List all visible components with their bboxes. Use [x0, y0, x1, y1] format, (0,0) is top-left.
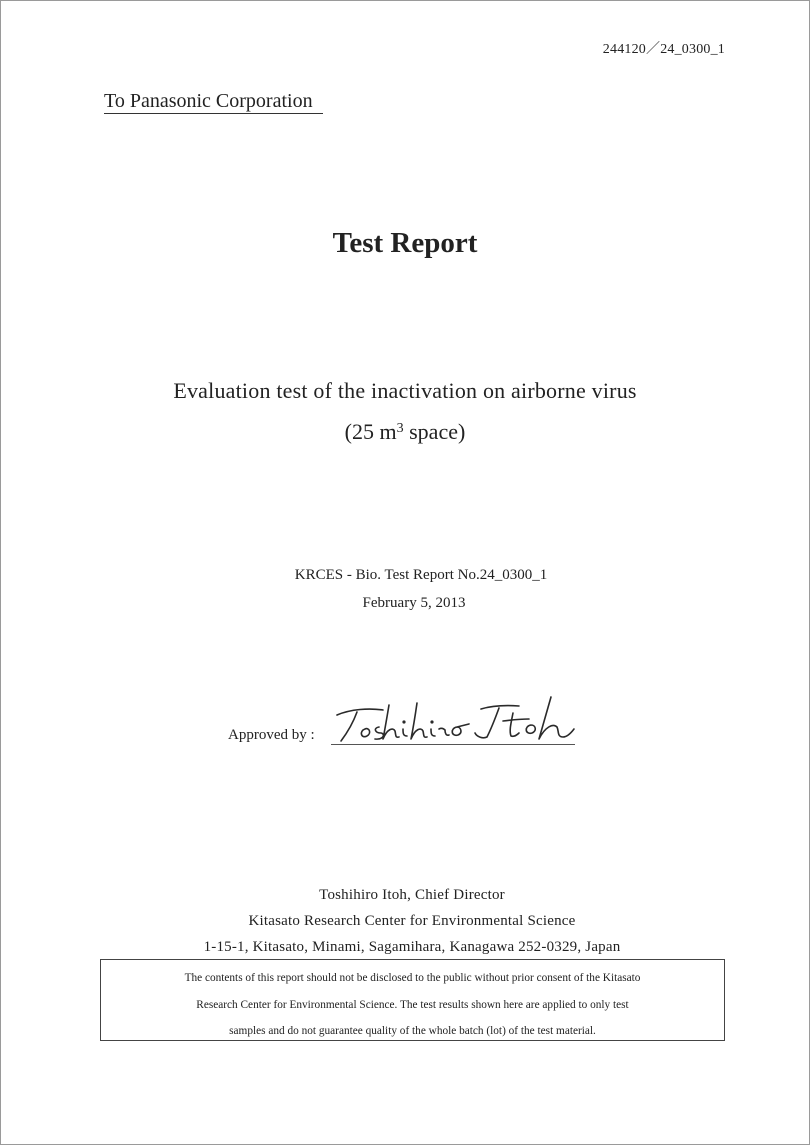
organization-name: Kitasato Research Center for Environmental Science	[248, 913, 576, 929]
confidentiality-notice	[100, 959, 725, 1041]
notice-line: Research Center for Environmental Science. The test results shown here are applied to only test	[196, 998, 629, 1011]
signer-name: Toshihiro Itoh, Chief Director	[319, 887, 505, 903]
report-subtitle-space	[1, 419, 809, 445]
document-id: 244120／24_0300_1	[602, 42, 725, 57]
recipient: To Panasonic Corporation	[104, 89, 323, 114]
space-suffix: space)	[403, 419, 466, 444]
report-subtitle: Evaluation test of the inactivation on airborne virus	[173, 378, 637, 403]
space-superscript: 3	[396, 421, 404, 436]
report-number: KRCES - Bio. Test Report No.24_0300_1	[294, 567, 548, 583]
report-title: Test Report	[332, 227, 478, 259]
notice-line: samples and do not guarantee quality of the whole batch (lot) of the test material.	[229, 1025, 596, 1037]
organization-address: 1-15-1, Kitasato, Minami, Sagamihara, Kanagawa 252-0329, Japan	[203, 939, 621, 955]
approved-by-label: Approved by :	[228, 727, 315, 743]
notice-line: The contents of this report should not be disclosed to the public without prior consent of the Kitasato	[184, 972, 641, 984]
space-prefix: (25 m	[344, 419, 397, 444]
signature-line	[331, 744, 575, 745]
report-date: February 5, 2013	[362, 595, 466, 611]
handwritten-signature	[331, 695, 577, 747]
